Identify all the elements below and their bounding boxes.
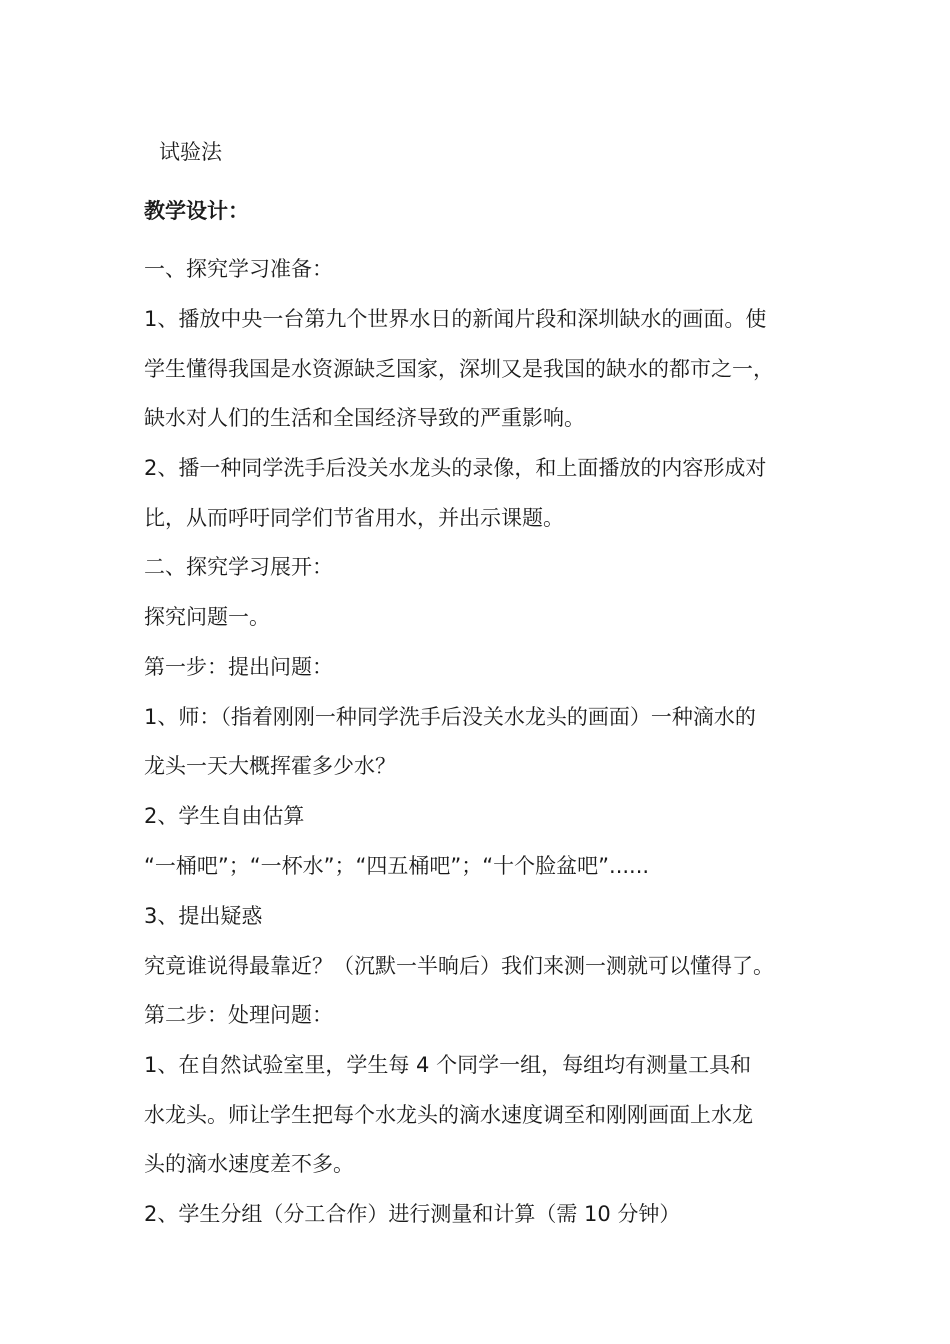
paragraph-line: 1、在自然试验室里，学生每 4 个同学一组，每组均有测量工具和 (144, 1053, 752, 1077)
step-heading-one: 第一步：提出问题： (144, 655, 333, 679)
method-label: 试验法 (159, 140, 222, 164)
subheading-question-one: 探究问题一。 (144, 605, 270, 629)
section-heading-teaching-design: 教学设计： (144, 199, 249, 223)
paragraph-line: 2、学生分组（分工合作）进行测量和计算（需 10 分钟） (144, 1202, 681, 1226)
step-heading-two: 第二步：处理问题： (144, 1003, 333, 1027)
paragraph-line: 2、播一种同学洗手后没关水龙头的录像，和上面播放的内容形成对 (144, 456, 767, 480)
paragraph-line: 比，从而呼吁同学们节省用水，并出示课题。 (144, 506, 564, 530)
paragraph-line: 1、播放中央一台第九个世界水日的新闻片段和深圳缺水的画面。使 (144, 307, 767, 331)
paragraph-line: “一桶吧”；“一杯水”；“四五桶吧”；“十个脸盆吧”...... (144, 854, 650, 878)
section-heading-preparation: 一、探究学习准备： (144, 257, 333, 281)
paragraph-line: 头的滴水速度差不多。 (144, 1152, 354, 1176)
paragraph-line: 缺水对人们的生活和全国经济导致的严重影响。 (144, 406, 585, 430)
paragraph-line: 水龙头。师让学生把每个水龙头的滴水速度调至和刚刚画面上水龙 (144, 1103, 753, 1127)
paragraph-line: 2、学生自由估算 (144, 804, 305, 828)
section-heading-inquiry: 二、探究学习展开： (144, 555, 333, 579)
paragraph-line: 3、提出疑惑 (144, 904, 263, 928)
paragraph-line: 究竟谁说得最靠近？（沉默一半晌后）我们来测一测就可以懂得了。 (144, 954, 774, 978)
paragraph-line: 1、师：（指着刚刚一种同学洗手后没关水龙头的画面）一种滴水的 (144, 705, 756, 729)
paragraph-line: 龙头一天大概挥霍多少水？ (144, 754, 396, 778)
paragraph-line: 学生懂得我国是水资源缺乏国家，深圳又是我国的缺水的都市之一， (144, 357, 774, 381)
